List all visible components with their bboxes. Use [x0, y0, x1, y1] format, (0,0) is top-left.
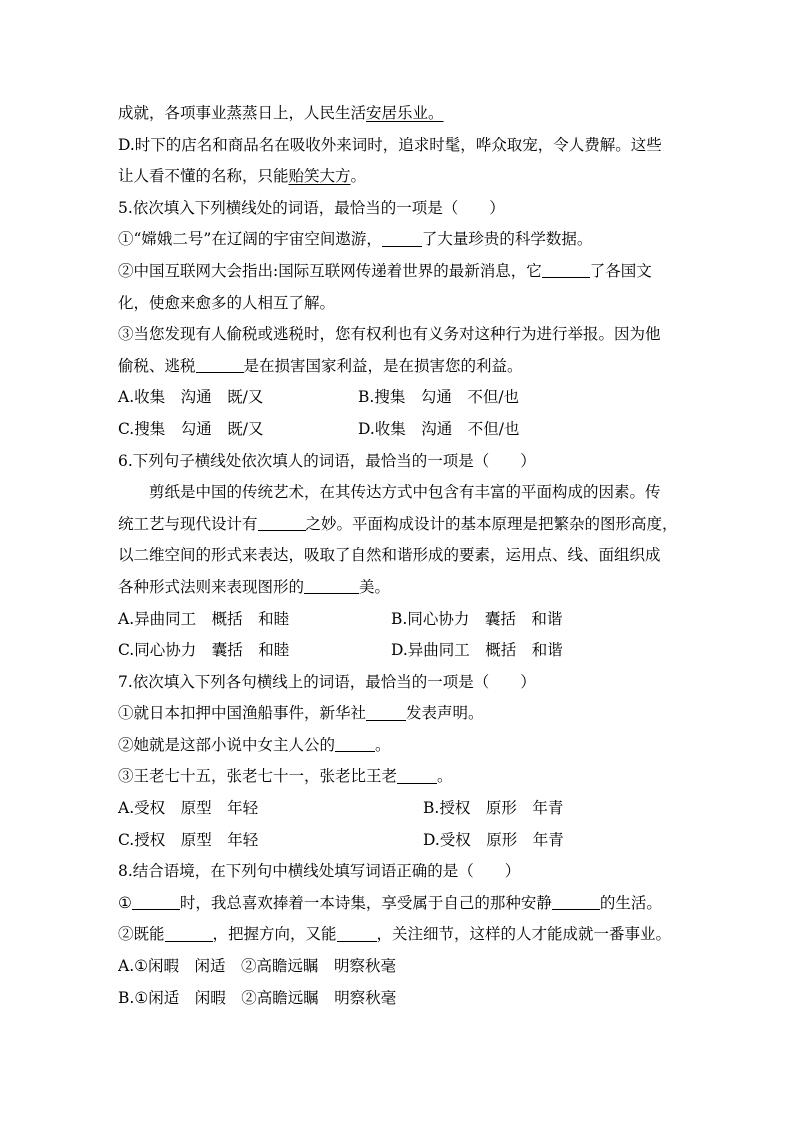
q5-options-row — [118, 414, 698, 446]
fill-blank — [337, 924, 377, 941]
q8-sentence-2: ②既能 ，把握方向，又能 ，关注细节，这样的人才能成就一番事业。 — [118, 925, 672, 944]
q5-sentence-3: ③当您发现有人偷税或逃税时，您有权利也有义务对这种行为进行举报。因为他 — [118, 325, 661, 344]
document-page — [118, 98, 698, 1014]
text-line: 成就，各项事业蒸蒸日上，人民生活安居乐业。 — [118, 104, 444, 122]
q6-option-b[interactable]: B.同心协力 囊括 和谐 — [391, 609, 563, 628]
question-7-stem: 7.依次填入下列各句横线上的词语，最恰当的一项是（ ） — [118, 672, 536, 691]
question-8-stem: 8.结合语境，在下列句中横线处填写词语正确的是（ ） — [118, 862, 521, 881]
fill-blank — [335, 735, 375, 752]
q7-options-row — [118, 825, 698, 857]
text-line: 以二维空间的形式来表达，吸取了自然和谐形成的要素，运用点、线、面组织成 — [118, 546, 661, 565]
q7-sentence-3: ③王老七十五，张老七十一，张老比王老 。 — [118, 767, 453, 786]
fill-blank — [196, 356, 244, 373]
q6-paragraph: 剪纸是中国的传统艺术，在其传达方式中包含有丰富的平面构成的因素。传 — [149, 483, 661, 502]
fill-blank — [132, 893, 180, 910]
q8-option-b[interactable]: B.①闲适 闲暇 ②高瞻远瞩 明察秋毫 — [118, 988, 397, 1007]
text-line: D.时下的店名和商品名在吸收外来词时，追求时髦，哗众取宠，令人费解。这些 — [118, 135, 662, 154]
text-line: 偷税、逃税 是在损害国家利益，是在损害您的利益。 — [118, 356, 523, 375]
text-line: 化，使愈来愈多的人相互了解。 — [118, 293, 336, 312]
fill-blank — [366, 703, 406, 720]
q6-option-d[interactable]: D.异曲同工 概括 和谐 — [391, 641, 563, 660]
q5-sentence-1: ①“嫦娥二号”在辽阔的宇宙空间遨游， 了大量珍贵的科学数据。 — [118, 230, 593, 249]
q6-option-c[interactable]: C.同心协力 囊括 和睦 — [118, 641, 290, 660]
q5-sentence-2: ②中国互联网大会指出:国际互联网传递着世界的最新消息，它 了各国文 — [118, 261, 652, 280]
question-6-stem: 6.下列句子横线处依次填人的词语，最恰当的一项是（ ） — [118, 451, 536, 470]
q7-sentence-1: ①就日本扣押中国渔船事件，新华社 发表声明。 — [118, 704, 484, 723]
q5-option-b[interactable]: B.搜集 勾通 不但/也 — [358, 388, 520, 407]
fill-blank — [552, 893, 600, 910]
q7-option-a[interactable]: A.受权 原型 年轻 — [118, 799, 259, 818]
q5-option-a[interactable]: A.收集 沟通 既/又 — [118, 388, 264, 407]
q7-option-b[interactable]: B.授权 原形 年青 — [423, 799, 564, 818]
text-line: 各种形式法则来表现图形的 美。 — [118, 577, 391, 596]
q6-option-a[interactable]: A.异曲同工 概括 和睦 — [118, 609, 290, 628]
q7-option-d[interactable]: D.受权 原形 年青 — [423, 830, 564, 849]
text-line: 让人看不懂的名称，只能贻笑大方。 — [118, 167, 367, 186]
fill-blank — [258, 514, 306, 531]
question-5-stem: 5.依次填入下列横线处的词语，最恰当的一项是（ ） — [118, 198, 505, 217]
q6-options-row — [118, 604, 698, 636]
q5-options-row — [118, 382, 698, 414]
q8-sentence-1: ① 时，我总喜欢捧着一本诗集，享受属于自己的那种安静 的生活。 — [118, 893, 662, 912]
underlined-phrase: 安居乐业。 — [366, 104, 444, 122]
q8-option-a[interactable]: A.①闲暇 闲适 ②高瞻远瞩 明察秋毫 — [118, 957, 397, 976]
underlined-phrase: 贻笑大方 — [288, 167, 351, 186]
fill-blank — [397, 767, 437, 784]
q7-sentence-2: ②她就是这部小说中女主人公的 。 — [118, 735, 391, 754]
fill-blank — [304, 577, 359, 594]
q7-option-c[interactable]: C.授权 原型 年轻 — [118, 830, 259, 849]
fill-blank — [542, 261, 590, 278]
q5-option-c[interactable]: C.搜集 勾通 既/又 — [118, 419, 264, 438]
fill-blank — [382, 229, 422, 246]
fill-blank — [165, 924, 213, 941]
q6-options-row — [118, 635, 698, 667]
text-line: 统工艺与现代设计有 之妙。平面构成设计的基本原理是把繁杂的图形高度， — [118, 514, 678, 533]
q5-option-d[interactable]: D.收集 沟通 不但/也 — [358, 419, 520, 438]
q7-options-row — [118, 793, 698, 825]
